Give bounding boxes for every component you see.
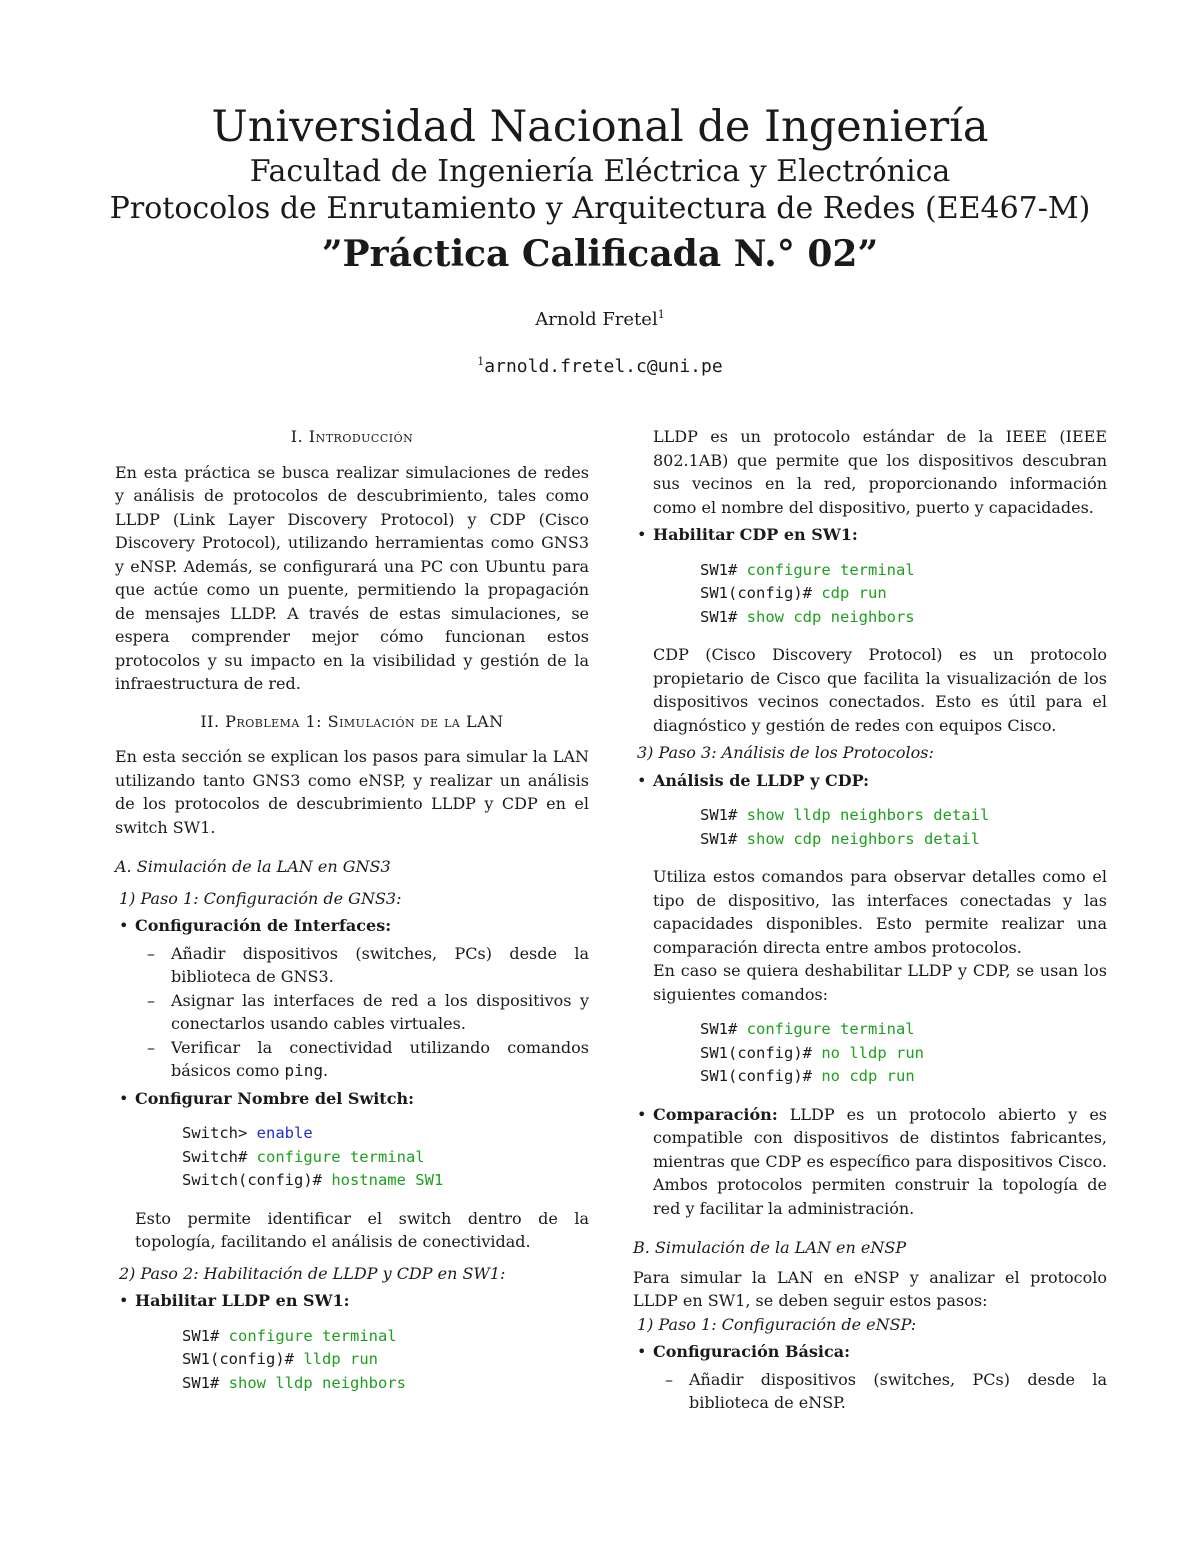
disable-paragraph: En caso se quiera deshabilitar LLDP y CDP, se usan los siguientes comandos:	[653, 961, 1107, 1004]
bullet-list	[633, 1340, 1107, 1415]
bullet-list	[633, 769, 1107, 793]
code-command: show lldp neighbors	[228, 1373, 406, 1392]
dash-list	[653, 1368, 1107, 1415]
list-item	[115, 914, 589, 1083]
code-command: show cdp neighbors detail	[746, 829, 980, 848]
step-a1-heading: 1) Paso 1: Configuración de GNS3:	[119, 888, 402, 908]
code-prompt: Switch(config)#	[182, 1171, 332, 1189]
bullet-list	[115, 1289, 589, 1313]
code-command: show cdp neighbors	[746, 607, 915, 626]
section-title: Introducción	[308, 427, 414, 446]
code-command: show lldp neighbors detail	[746, 806, 990, 824]
code-prompt: SW1#	[700, 1020, 747, 1038]
list-item	[115, 1289, 589, 1313]
email-affiliation-mark: 1	[477, 355, 485, 368]
left-column	[115, 425, 589, 1395]
code-command: lldp run	[303, 1350, 378, 1368]
problem1-paragraph: En esta sección se explican los pasos para simular la LAN utilizando tanto GNS3 como eNSP, y realizar un análisis de los protocolos de descubrimiento LLDP y CDP en el switch SW1.	[115, 747, 589, 837]
email-address: arnold.fretel.c@uni.pe	[484, 356, 723, 377]
list-item	[115, 1087, 589, 1111]
code-block-cdp	[633, 559, 1107, 630]
faculty-name: Facultad de Ingeniería Eléctrica y Electrónica	[249, 154, 951, 189]
bullet-label: Habilitar LLDP en SW1:	[135, 1291, 350, 1310]
subsection-b-paragraph: Para simular la LAN en eNSP y analizar el protocolo LLDP en SW1, se deben seguir estos pasos:	[633, 1267, 1107, 1310]
code-block-lldp	[115, 1325, 589, 1396]
code-command: configure terminal	[746, 1020, 915, 1038]
bullet-list	[633, 1103, 1107, 1221]
list-item: – Añadir dispositivos (switches, PCs) desde la biblioteca de GNS3.	[135, 942, 589, 989]
right-column	[633, 425, 1107, 1415]
list-item: – Verificar la conectividad utilizando comandos básicos como ping.	[135, 1036, 589, 1083]
cdp-paragraph: CDP (Cisco Discovery Protocol) es un protocolo propietario de Cisco que facilita la visualización de los dispositivos vecinos conectados. Esto es útil para el diagnóstico y gestión de redes con equipos Cisco.	[653, 645, 1107, 735]
author-affiliation-mark: 1	[657, 308, 665, 321]
university-name: Universidad Nacional de Ingeniería	[211, 102, 989, 152]
code-prompt: SW1#	[182, 1326, 229, 1345]
code-command: no lldp run	[821, 1043, 924, 1062]
code-command: enable	[256, 1124, 313, 1142]
step-b1-heading: 1) Paso 1: Configuración de eNSP:	[637, 1314, 917, 1334]
comparison-text: LLDP es un protocolo abierto y es compatible con dispositivos de distintos fabricantes, mientras que CDP es específico para dispositivos Cisco. Ambos protocolos permiten construir la topología de red y facilitar la administración.	[653, 1104, 1107, 1218]
code-block-hostname	[115, 1122, 589, 1193]
list-item: – Añadir dispositivos (switches, PCs) desde la biblioteca de eNSP.	[653, 1368, 1107, 1415]
code-prompt: SW1(config)#	[700, 1043, 822, 1062]
code-prompt: SW1#	[700, 607, 747, 626]
list-item	[633, 1103, 1107, 1221]
author-email	[0, 355, 1200, 379]
bullet-label: Análisis de LLDP y CDP:	[653, 770, 869, 790]
code-prompt: SW1#	[700, 806, 747, 824]
code-prompt: Switch>	[182, 1124, 257, 1142]
section-title: Problema 1: Simulación de la LAN	[225, 711, 504, 731]
code-command: no cdp run	[821, 1067, 915, 1085]
code-command: configure terminal	[256, 1147, 425, 1166]
step-a3-heading: 3) Paso 3: Análisis de los Protocolos:	[637, 743, 934, 762]
bullet-label: Configuración de Interfaces:	[135, 916, 392, 935]
bullet-label: Configuración Básica:	[653, 1342, 850, 1361]
section-heading-intro	[115, 425, 589, 449]
list-item	[633, 769, 1107, 793]
code-command: configure terminal	[228, 1326, 397, 1345]
dash-list	[135, 942, 589, 1083]
code-command: configure terminal	[746, 560, 915, 579]
list-item	[633, 1340, 1107, 1415]
section-number: II.	[200, 711, 220, 731]
code-prompt: Switch#	[182, 1147, 257, 1166]
code-prompt: SW1(config)#	[700, 1067, 822, 1085]
code-prompt: SW1(config)#	[700, 584, 822, 602]
code-command: hostname SW1	[331, 1171, 444, 1189]
list-item	[633, 523, 1107, 547]
section-number: I.	[290, 427, 304, 446]
step-a2-heading: 2) Paso 2: Habilitación de LLDP y CDP en SW1:	[119, 1263, 506, 1283]
author-name: Arnold Fretel	[535, 309, 658, 330]
bullet-label: Habilitar CDP en SW1:	[653, 525, 858, 544]
bullet-list	[115, 914, 589, 1110]
course-name: Protocolos de Enrutamiento y Arquitectura de Redes (EE467-M)	[109, 191, 1091, 226]
list-item: – Asignar las interfaces de red a los dispositivos y conectarlos usando cables virtuales.	[135, 989, 589, 1036]
subsection-a-heading: A. Simulación de la LAN en GNS3	[115, 857, 391, 876]
code-block-analysis	[633, 804, 1107, 851]
analysis-paragraph: Utiliza estos comandos para observar detalles como el tipo de dispositivo, las interfaces conectadas y las capacidades disponibles. Esto permite realizar una comparación directa entre ambos protocolos.	[653, 867, 1107, 957]
code-prompt: SW1(config)#	[182, 1350, 304, 1368]
section-heading-problem1	[115, 710, 589, 734]
lldp-paragraph: LLDP es un protocolo estándar de la IEEE (IEEE 802.1AB) que permite que los dispositivos descubran sus vecinos en la red, proporcionando información como el nombre del dispositivo, puerto y capacidades.	[653, 427, 1107, 517]
inline-code: ping	[284, 1061, 324, 1080]
hostname-paragraph: Esto permite identificar el switch dentro de la topología, facilitando el análisis de conectividad.	[135, 1208, 589, 1251]
code-prompt: SW1#	[700, 560, 747, 579]
code-command: cdp run	[821, 584, 887, 602]
code-prompt: SW1#	[182, 1373, 229, 1392]
author	[0, 308, 1200, 332]
bullet-label: Comparación:	[653, 1104, 778, 1124]
intro-paragraph: En esta práctica se busca realizar simulaciones de redes y análisis de protocolos de descubrimiento, tales como LLDP (Link Layer Discovery Protocol) y CDP (Cisco Discovery Protocol), utilizando herramientas como GNS3 y eNSP. Además, se configurará una PC con Ubuntu para que actúe como un puente, permitiendo la propagación de mensajes LLDP. A través de estas simulaciones, se espera comprender mejor cómo funcionan estos protocolos y su impacto en la visibilidad y gestión de la infraestructura de red.	[115, 462, 589, 693]
code-block-disable	[633, 1018, 1107, 1089]
subsection-b-heading: B. Simulación de la LAN en eNSP	[633, 1238, 907, 1257]
paper-title: ”Práctica Calificada N.° 02”	[321, 233, 879, 275]
bullet-label: Configurar Nombre del Switch:	[135, 1088, 414, 1108]
code-prompt: SW1#	[700, 829, 747, 848]
bullet-list	[633, 523, 1107, 547]
